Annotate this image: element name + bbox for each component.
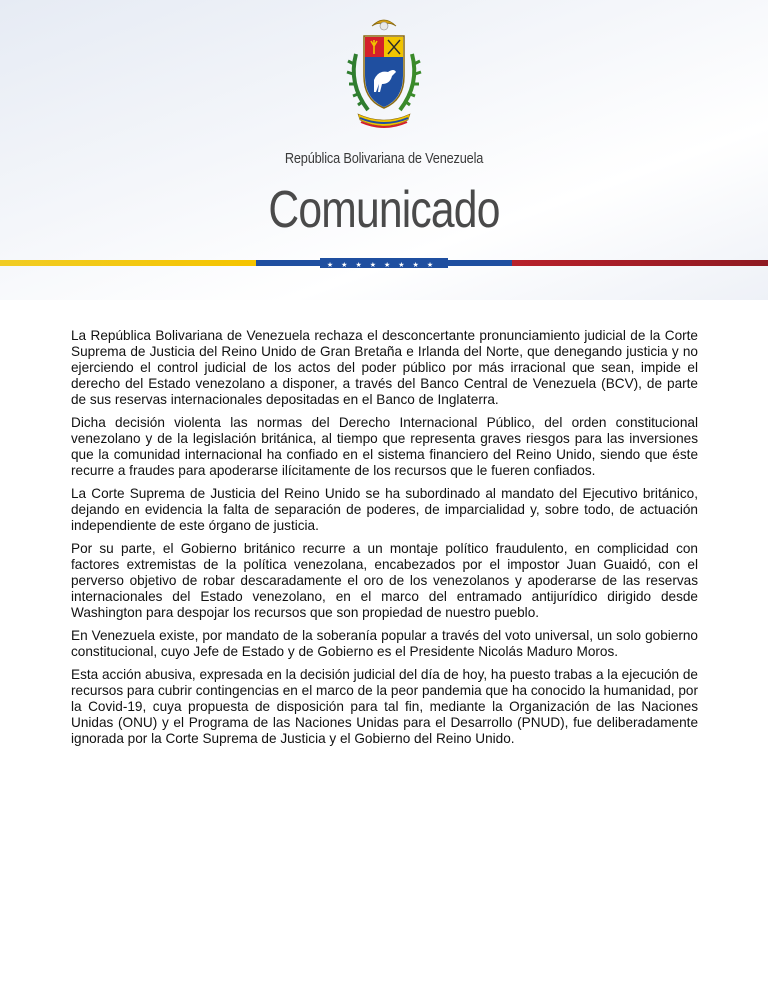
paragraph: La República Bolivariana de Venezuela rechaza el desconcertante pronunciamiento judicial de la Corte Suprema de Justicia del Reino Unido de Gran Bretaña e Irlanda del Norte, que denegando justicia y no ejerciendo el control judicial de los actos del poder público por más irracional que sean, impide el derecho del Estado venezolano a disponer, a través del Banco Central de Venezuela (BCV), de parte de sus reservas internacionales depositadas en el Banco de Inglaterra. (71, 328, 698, 407)
venezuela-coat-of-arms-icon (334, 14, 434, 134)
paragraph: Dicha decisión violenta las normas del Derecho Internacional Público, del orden constitucional venezolano y de la legislación británica, al tiempo que representa graves riesgos para las inversiones que la comunidad internacional ha confiado en el sistema financiero del Reino Unido, siendo que éste recurre a fraudes para apoderarse ilícitamente de los recursos que le fueren confiados. (71, 415, 698, 478)
flag-red-band (512, 260, 768, 266)
republic-name: República Bolivariana de Venezuela (284, 150, 484, 167)
paragraph: Esta acción abusiva, expresada en la decisión judicial del día de hoy, ha puesto trabas a la ejecución de recursos para cubrir contingencias en el marco de la peor pandemia que ha conocido la humanidad, por la Covid-19, cuya propuesta de disposición para tal fin, mediante la Organización de las Naciones Unidas (ONU) y el Programa de las Naciones Unidas para el Desarrollo (PNUD), fue deliberadamente ignorada por la Corte Suprema de Justicia y el Gobierno del Reino Unido. (71, 667, 698, 746)
page-title: Comunicado (268, 181, 500, 239)
flag-stars: ★★★★★★★★ (326, 262, 442, 269)
paragraph: En Venezuela existe, por mandato de la soberanía popular a través del voto universal, un solo gobierno constitucional, cuyo Jefe de Estado y de Gobierno es el Presidente Nicolás Maduro Moros. (71, 628, 698, 659)
communique-body (71, 328, 698, 754)
paragraph: La Corte Suprema de Justicia del Reino Unido se ha subordinado al mandato del Ejecutivo británico, dejando en evidencia la falta de separación de poderes, de imparcialidad y, sobre todo, de actuación independiente de este órgano de justicia. (71, 486, 698, 533)
paragraph: Por su parte, el Gobierno británico recurre a un montaje político fraudulento, en complicidad con factores extremistas de la política venezolana, encabezados por el impostor Juan Guaidó, con el perverso objetivo de robar descaradamente el oro de los venezolanos y apoderarse de las reservas internacionales del Estado venezolano, en el marco del entramado antijurídico dirigido desde Washington para despojar los recursos que son propiedad de nuestro pueblo. (71, 541, 698, 620)
flag-yellow-band (0, 260, 256, 266)
